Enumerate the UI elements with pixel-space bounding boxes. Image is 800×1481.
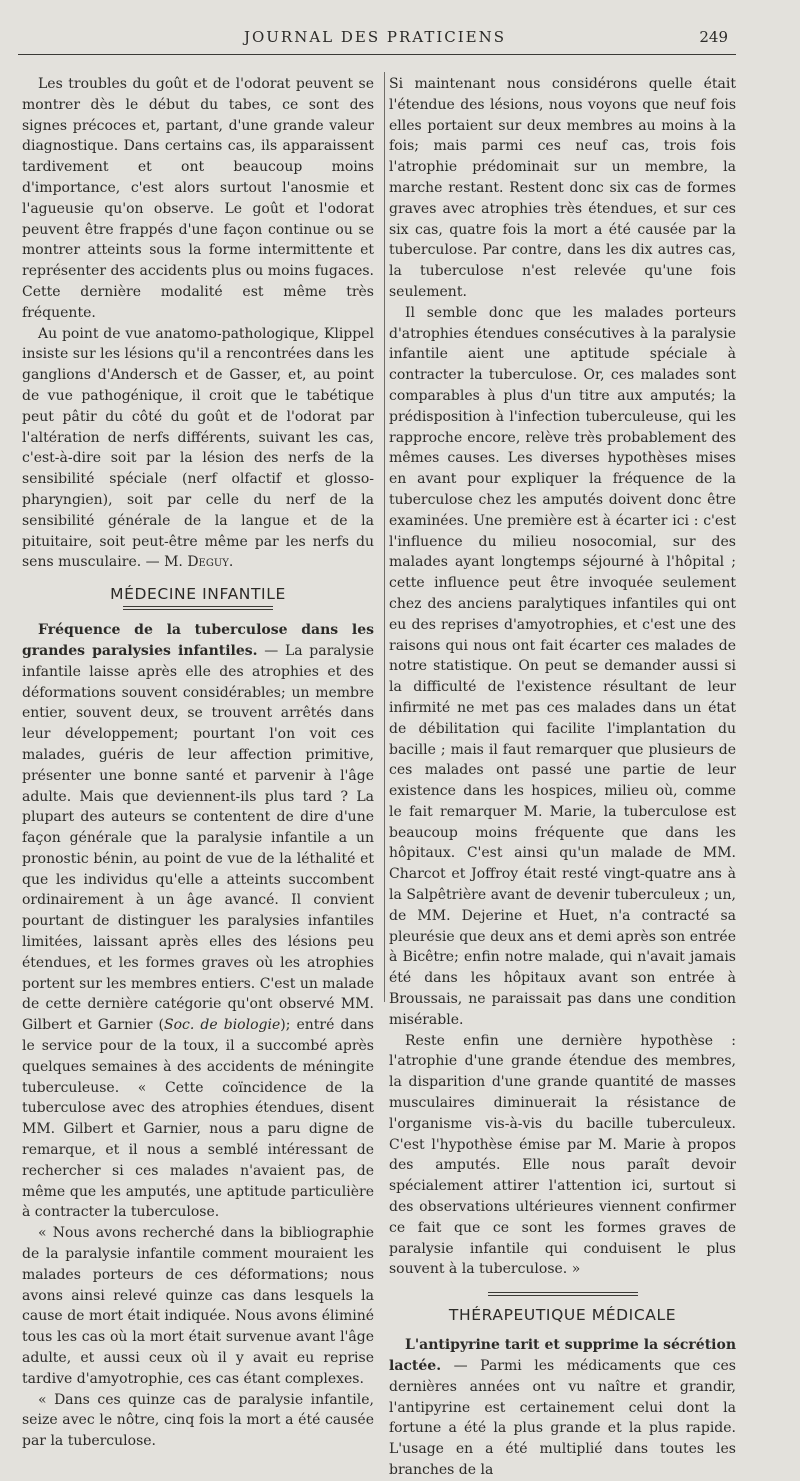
paragraph: « Dans ces quinze cas de paralysie infantile, seize avec le nôtre, cinq fois la mort a été causée par la tuberculose. [22, 1391, 374, 1450]
page-number: 249 [699, 28, 728, 46]
section-heading-label: THÉRAPEUTIQUE MÉDICALE [448, 1306, 677, 1325]
header-rule [18, 54, 736, 55]
running-head [22, 28, 728, 50]
right-column [389, 74, 736, 1481]
paragraph-text: ); entré dans le service pour de la toux, il a succombé après quelques semaines à des accidents de méningite tuberculeuse. « Cette coïncidence de la tuberculose avec des atrophies étendues, disent MM. Gilbert et Garnier, nous a paru digne de remarque, et il nous a semblé intéressant de rechercher si ces malades n'avaient pas, de même que les amputés, une aptitude particulière à contracter la tuberculose. [22, 1017, 374, 1221]
author-signature: Deguy. [187, 554, 234, 571]
reference: Soc. de biologie [164, 1017, 281, 1034]
paragraph-text: Au point de vue anatomo-pathologique, Klippel insiste sur les lésions qu'il a rencontrées dans les ganglions d'Andersch et de Gasser, et, au point de vue pathogénique, il croit que le tabétique peut pâtir du côté du goût et de l'odorat par l'altération de nerfs différents, suivant les cas, c'est-à-dire soit par la lésion des nerfs de la sensibilité spéciale (nerf olfactif et glosso-pharyngien), soit par celle du nerf de la sensibilité générale de la langue et de la pituitaire, soit peut-être même par les nerfs du sens musculaire. — M. [22, 325, 374, 571]
paragraph: Reste enfin une dernière hypothèse : l'atrophie d'une grande étendue des membres, la disparition d'une grande quantité de masses musculaires diminuerait la résistance de l'organisme vis-à-vis du bacille tuberculeux. C'est l'hypothèse émise par M. Marie à propos des amputés. Elle nous paraît devoir spécialement attirer l'attention ici, surtout si des observations ultérieures viennent confirmer ce fait que ce sont les formes graves de paralysie infantile qui conduisent le plus souvent à la tuberculose. » [389, 1032, 736, 1278]
paragraph [22, 620, 374, 1223]
paragraph: Il semble donc que les malades porteurs d'atrophies étendues consécutives à la paralysie infantile aient une aptitude spéciale à contracter la tuberculose. Or, ces malades sont comparables à plus d'un titre aux amputés; la prédisposition à l'infection tuberculeuse, qui les rapproche encore, relève très probablement des mêmes causes. Les diverses hypothèses mises en avant pour expliquer la fréquence de la tuberculose chez les amputés doivent donc être examinées. Une première est à écarter ici : c'est l'influence du milieu nosocomial, sur des malades ayant longtemps séjourné à l'hôpital ; cette influence peut être invoquée seulement chez des anciens paralytiques infantiles qui ont eu des reprises d'amyotrophies, et c'est une des raisons qui nous ont fait écarter ces malades de notre statistique. On peut se demander aussi si la difficulté de l'existence résultant de leur infirmité ne met pas ces malades dans un état de débilitation qui facilite l'implantation du bacille ; mais il faut remarquer que plusieurs de ces malades ont passé une partie de leur existence dans les hospices, milieu où, comme le fait remarquer M. Marie, la tuberculose est beaucoup moins fréquente que dans les hôpitaux. C'est ainsi qu'un malade de MM. Charcot et Joffroy était resté vingt-quatre ans à la Salpêtrière avant de devenir tuberculeux ; un, de MM. Dejerine et Huet, n'a contracté sa pleurésie que deux ans et demi après son entrée à Bicêtre; enfin notre malade, qui n'avait jamais été dans les hôpitaux avant son entrée à Broussais, ne paraissait pas dans une condition misérable. [389, 304, 736, 1028]
section-heading [389, 1292, 736, 1327]
article-title: L'antipyrine tarit et supprime la sécrétion lactée. [389, 1337, 736, 1375]
section-heading-rule [123, 606, 273, 610]
paragraph-text: — Parmi les médicaments que ces dernières années ont vu naître et grandir, l'antipyrine est certainement celui dont la fortune a été la plus grande et la plus rapide. L'usage en a été multiplié dans toutes les branches de la [389, 1358, 736, 1478]
paragraph-text: — La paralysie infantile laisse après elle des atrophies et des déformations souvent considérables; un membre entier, souvent deux, se trouvent arrêtés dans leur développement; pourtant l'on voit ces malades, guéris de leur affection primitive, présenter une bonne santé et parvenir à l'âge adulte. Mais que deviennent-ils plus tard ? La plupart des auteurs se contentent de dire d'une façon générale que la paralysie infantile a un pronostic bénin, au point de vue de la léthalité et que les individus qu'elle a atteints succombent ordinairement à un âge avancé. Il convient pourtant de distinguer les paralysies infantiles limitées, laissant après elles des lésions peu étendues, et les formes graves où les atrophies portent sur les membres entiers. C'est un malade de cette dernière catégorie qu'ont observé MM. Gilbert et Garnier ( [22, 642, 374, 1034]
section-heading [22, 581, 374, 610]
paragraph: Si maintenant nous considérons quelle était l'étendue des lésions, nous voyons que neuf fois elles portaient sur deux membres au moins à la fois; mais parmi ces neuf cas, trois fois l'atrophie prédominait sur un membre, la marche restant. Restent donc six cas de formes graves avec atrophies très étendues, et sur ces six cas, quatre fois la mort a été causée par la tuberculose. Par contre, dans les dix autres cas, la tuberculose n'est relevée qu'une fois seulement. [389, 76, 736, 300]
column-divider [384, 72, 385, 1002]
paragraph: Les troubles du goût et de l'odorat peuvent se montrer dès le début du tabes, ce sont des signes précoces et, partant, d'une grande valeur diagnostique. Dans certains cas, ils apparaissent tardivement et ont beaucoup moins d'importance, c'est alors surtout l'anosmie et l'agueusie qu'on observe. Le goût et l'odorat peuvent être frappés d'une façon continue ou se montrer atteints sous la forme intermittente et représenter des accidents plus ou moins fugaces. Cette dernière modalité est même très fréquente. [22, 76, 374, 321]
paragraph [22, 324, 374, 574]
section-heading-label: MÉDECINE INFANTILE [110, 585, 286, 604]
left-column [22, 74, 374, 1452]
paragraph [389, 1335, 736, 1481]
article-title: Fréquence de la tuberculose dans les grandes paralysies infantiles. [22, 622, 374, 659]
paragraph: « Nous avons recherché dans la bibliographie de la paralysie infantile comment mouraient les malades porteurs de ces déformations; nous avons ainsi relevé quinze cas dans lesquels la cause de mort était indiquée. Nous avons éliminé tous les cas où la mort était survenue avant l'âge adulte, et aussi ceux où il y avait eu reprise tardive d'amyotrophie, ces cas étant complexes. [22, 1225, 374, 1387]
journal-title: JOURNAL DES PRATICIENS [243, 28, 507, 46]
